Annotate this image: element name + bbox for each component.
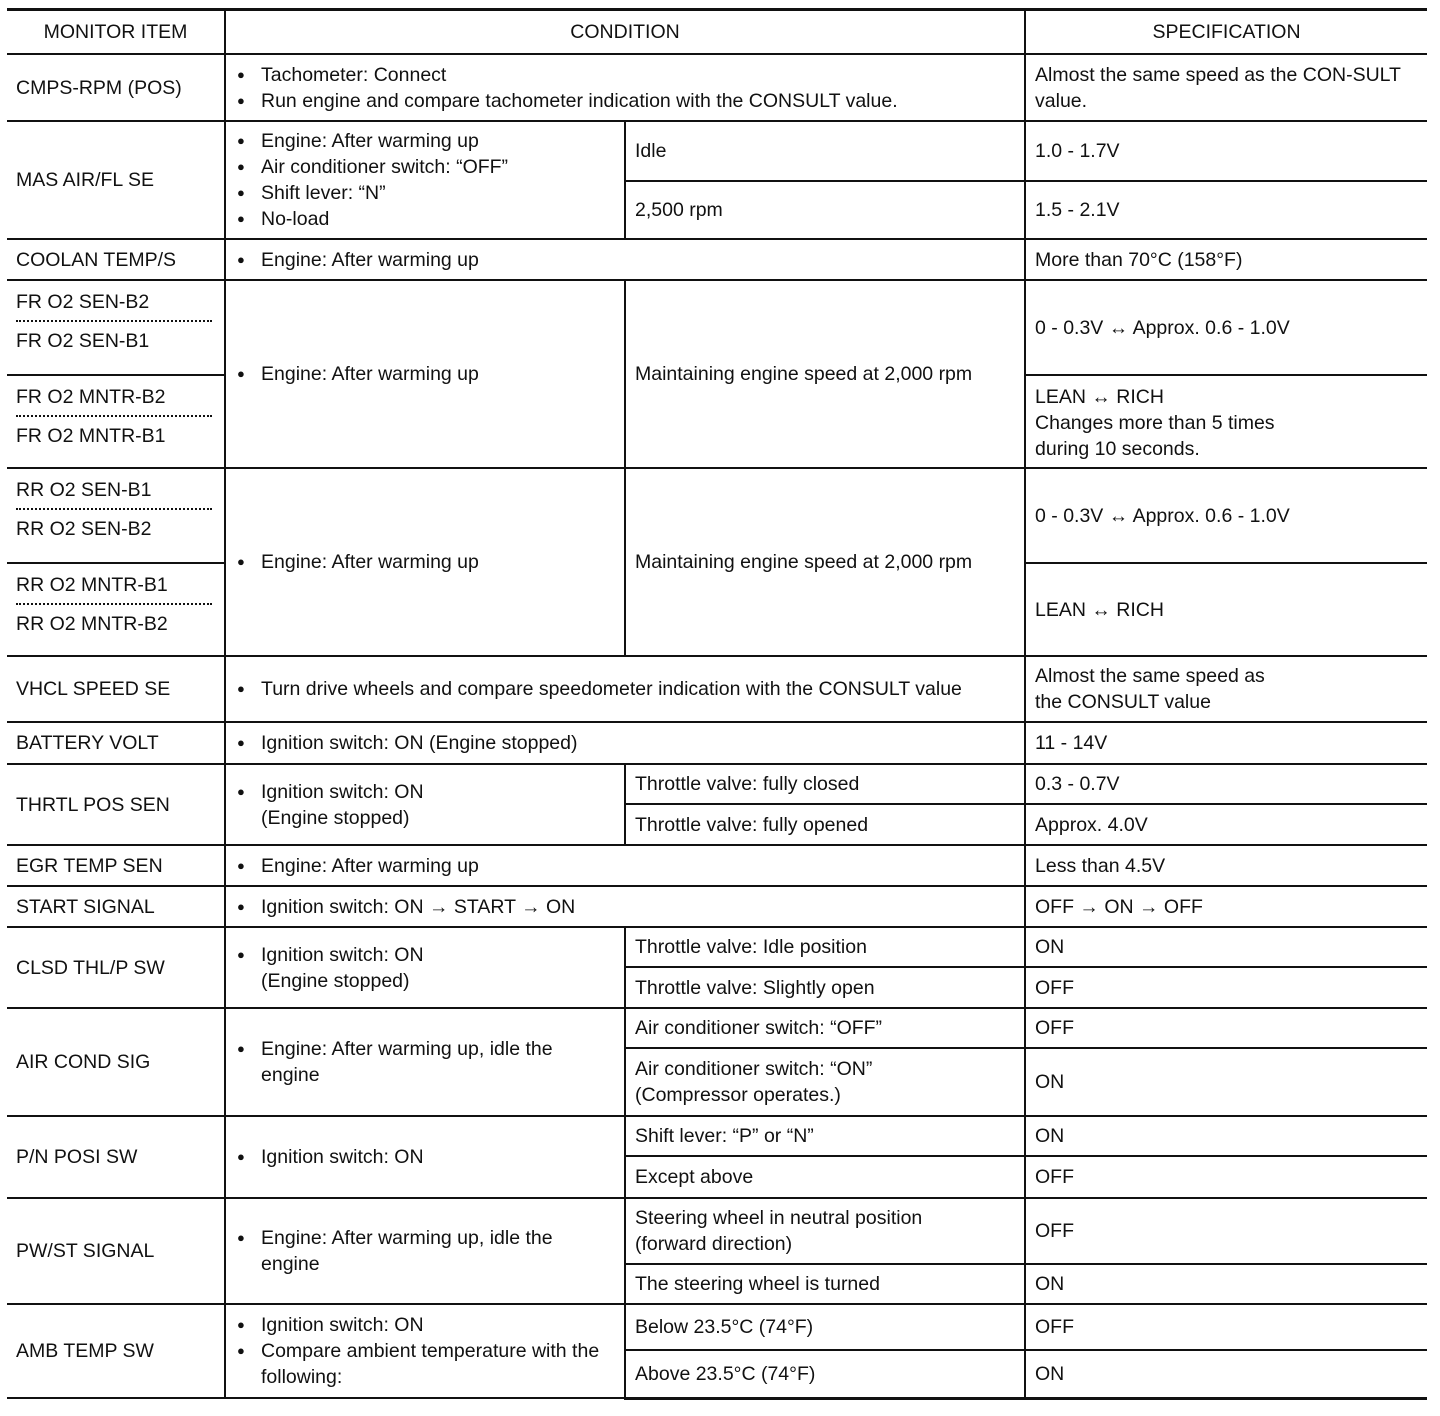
header-condition: CONDITION [225, 10, 1025, 55]
sensor-pair [7, 469, 224, 562]
spec-cell: 0 - 0.3V ↔ Approx. 0.6 - 1.0V [1035, 316, 1290, 339]
monitor-item: EGR TEMP SEN [7, 845, 225, 886]
condition-cell [225, 121, 625, 239]
condition-cell [225, 886, 1025, 927]
spec-cell: 1.0 - 1.7V [1025, 121, 1427, 181]
table-row [7, 121, 1427, 181]
monitor-item: RR O2 MNTR-B1 [16, 574, 168, 596]
monitor-item: FR O2 SEN-B1 [16, 330, 150, 352]
table-row [7, 722, 1427, 764]
condition-bullet: ● Engine: After warming up, idle the engine [235, 1225, 561, 1277]
monitor-item: AMB TEMP SW [7, 1304, 225, 1398]
sub-condition: Throttle valve: fully closed [625, 764, 1025, 804]
monitor-item: FR O2 SEN-B2 [16, 291, 150, 313]
spec-cell: 0.3 - 0.7V [1025, 764, 1427, 804]
condition-cell [225, 1198, 625, 1304]
condition-bullet: ● Air conditioner switch: “OFF” [235, 154, 615, 180]
condition-bullet: ● Ignition switch: ON (Engine stopped) [235, 942, 615, 994]
table-row [7, 886, 1427, 927]
sub-condition: Throttle valve: Idle position [625, 927, 1025, 967]
monitor-item: COOLAN TEMP/S [7, 239, 225, 280]
spec-cell: OFF [1025, 1156, 1427, 1198]
table-row [7, 239, 1427, 280]
sensor-pair [7, 374, 224, 467]
condition-bullet: ● Turn drive wheels and compare speedometer indication with the CONSULT value [235, 676, 1015, 702]
sub-condition: 2,500 rpm [625, 181, 1025, 239]
spec-cell: ON [1025, 1116, 1427, 1156]
sub-condition: Maintaining engine speed at 2,000 rpm [625, 280, 1025, 468]
condition-bullet: ● Ignition switch: ON (Engine stopped) [235, 730, 1015, 756]
condition-bullet: ● Shift lever: “N” [235, 180, 615, 206]
sub-condition: Steering wheel in neutral position (forward direction) [625, 1198, 1025, 1264]
monitor-item: THRTL POS SEN [7, 764, 225, 845]
monitor-item: RR O2 SEN-B1 [16, 479, 152, 501]
spec-group [1025, 468, 1427, 656]
spec-cell: OFF [1025, 1198, 1427, 1264]
table-row [7, 927, 1427, 967]
condition-cell [225, 1116, 625, 1198]
table-row [7, 1008, 1427, 1048]
condition-cell [225, 1008, 625, 1116]
sub-condition: Throttle valve: fully opened [625, 804, 1025, 845]
spec-cell: LEAN ↔ RICH [1026, 562, 1427, 655]
table-row [7, 1116, 1427, 1156]
sub-condition: The steering wheel is turned [625, 1264, 1025, 1304]
condition-cell [225, 722, 1025, 764]
condition-bullet: ● Ignition switch: ON (Engine stopped) [235, 779, 615, 831]
monitor-item: FR O2 MNTR-B1 [16, 425, 166, 447]
condition-bullet: ● Ignition switch: ON → START → ON [235, 894, 1015, 920]
spec-cell: 0 - 0.3V ↔ Approx. 0.6 - 1.0V [1035, 504, 1290, 527]
condition-bullet: ● Ignition switch: ON [235, 1144, 615, 1170]
condition-bullet: ● Engine: After warming up [235, 549, 615, 575]
dotted-divider [16, 508, 212, 510]
monitor-item: CMPS-RPM (POS) [7, 54, 225, 121]
spec-cell: ON [1025, 927, 1427, 967]
spec-group [1025, 280, 1427, 468]
condition-bullet: ● Engine: After warming up [235, 361, 615, 387]
condition-cell [225, 1304, 625, 1398]
condition-cell [225, 54, 1025, 121]
spec-cell: ON [1025, 1350, 1427, 1398]
monitor-item: BATTERY VOLT [7, 722, 225, 764]
sensor-pair [7, 562, 224, 655]
condition-cell [225, 468, 625, 656]
table-row [7, 54, 1427, 121]
monitor-item: P/N POSI SW [7, 1116, 225, 1198]
monitor-item: CLSD THL/P SW [7, 927, 225, 1008]
spec-cell: Almost the same speed as the CONSULT value [1025, 656, 1427, 722]
header-monitor-item: MONITOR ITEM [7, 10, 225, 55]
sensor-pair [7, 281, 224, 374]
monitor-item: RR O2 MNTR-B2 [16, 613, 168, 635]
condition-cell [225, 764, 625, 845]
spec-cell: 1.5 - 2.1V [1025, 181, 1427, 239]
condition-cell [225, 239, 1025, 280]
spec-cell: More than 70°C (158°F) [1025, 239, 1427, 280]
spec-cell: 11 - 14V [1025, 722, 1427, 764]
condition-bullet: ● Ignition switch: ON [235, 1312, 615, 1338]
monitor-item: VHCL SPEED SE [7, 656, 225, 722]
condition-cell [225, 845, 1025, 886]
spec-cell: Almost the same speed as the CON-SULT value. [1025, 54, 1427, 121]
table-row [7, 845, 1427, 886]
monitor-item-group [7, 468, 225, 656]
sub-condition: Idle [625, 121, 1025, 181]
sub-condition: Below 23.5°C (74°F) [625, 1304, 1025, 1350]
spec-cell: LEAN ↔ RICH Changes more than 5 times during 10 seconds. [1026, 374, 1427, 467]
sub-condition: Above 23.5°C (74°F) [625, 1350, 1025, 1398]
spec-cell: OFF [1025, 1008, 1427, 1048]
condition-bullet: ● Engine: After warming up [235, 247, 1015, 273]
condition-bullet: ● Tachometer: Connect [235, 62, 1015, 88]
table-row [7, 280, 1427, 468]
dotted-divider [16, 415, 212, 417]
monitor-item: PW/ST SIGNAL [7, 1198, 225, 1304]
monitor-item-group [7, 280, 225, 468]
table-row [7, 1198, 1427, 1264]
table-row [7, 656, 1427, 722]
spec-cell: Less than 4.5V [1025, 845, 1427, 886]
condition-bullet: ● Engine: After warming up [235, 128, 615, 154]
monitor-item: MAS AIR/FL SE [7, 121, 225, 239]
sub-condition: Air conditioner switch: “ON” (Compressor operates.) [625, 1048, 1025, 1116]
monitor-item: RR O2 SEN-B2 [16, 518, 152, 540]
table-row [7, 468, 1427, 656]
sub-condition: Except above [625, 1156, 1025, 1198]
spec-cell: Approx. 4.0V [1025, 804, 1427, 845]
condition-bullet: ● Compare ambient temperature with the following: [235, 1338, 615, 1390]
condition-bullet: ● Engine: After warming up [235, 853, 1015, 879]
monitor-item: AIR COND SIG [7, 1008, 225, 1116]
table-row [7, 764, 1427, 804]
monitor-item: FR O2 MNTR-B2 [16, 386, 166, 408]
spec-cell: OFF → ON → OFF [1025, 886, 1427, 927]
condition-cell [225, 656, 1025, 722]
condition-bullet: ● No-load [235, 206, 615, 232]
spec-cell: OFF [1025, 967, 1427, 1008]
condition-bullet: ● Engine: After warming up, idle the engine [235, 1036, 561, 1088]
header-row [7, 10, 1427, 55]
dotted-divider [16, 320, 212, 322]
sub-condition: Maintaining engine speed at 2,000 rpm [625, 468, 1025, 656]
condition-cell [225, 280, 625, 468]
spec-cell: OFF [1025, 1304, 1427, 1350]
sub-condition: Throttle valve: Slightly open [625, 967, 1025, 1008]
condition-cell [225, 927, 625, 1008]
sub-condition: Shift lever: “P” or “N” [625, 1116, 1025, 1156]
condition-bullet: ● Run engine and compare tachometer indication with the CONSULT value. [235, 88, 1015, 114]
monitor-spec-table [7, 8, 1427, 1400]
monitor-item: START SIGNAL [7, 886, 225, 927]
spec-cell: ON [1025, 1048, 1427, 1116]
sub-condition: Air conditioner switch: “OFF” [625, 1008, 1025, 1048]
table-row [7, 1304, 1427, 1350]
dotted-divider [16, 603, 212, 605]
header-specification: SPECIFICATION [1025, 10, 1427, 55]
spec-cell: ON [1025, 1264, 1427, 1304]
